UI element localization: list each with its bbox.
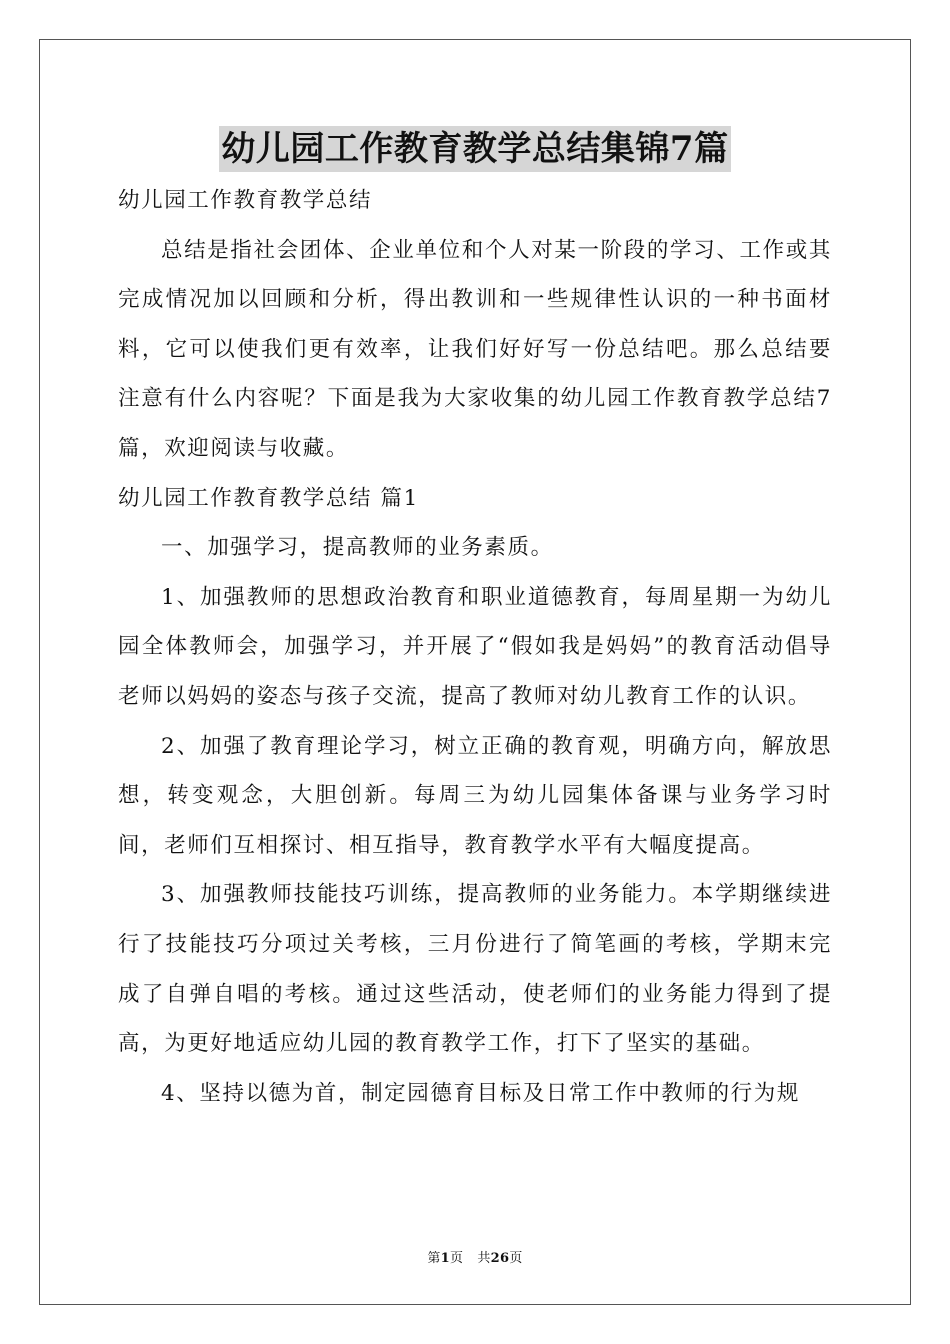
page-prefix: 第 — [427, 1251, 441, 1266]
section-heading: 幼儿园工作教育教学总结 篇1 — [118, 485, 419, 511]
page-footer — [0, 1247, 950, 1266]
page-current: 1 — [440, 1251, 451, 1266]
document-title: 幼儿园工作教育教学总结集锦7篇 — [219, 126, 730, 172]
body-paragraph: 1、加强教师的思想政治教育和职业道德教育，每周星期一为幼儿园全体教师会，加强学习，并开展了“假如我是妈妈”的教育活动倡导老师以妈妈的姿态与孩子交流，提高了教师对幼儿教育工作的认识。 — [118, 584, 832, 709]
section-heading: 幼儿园工作教育教学总结 — [118, 188, 373, 213]
body-paragraph: 2、加强了教育理论学习，树立正确的教育观，明确方向，解放思想，转变观念，大胆创新。每周三为幼儿园集体备课与业务学习时间，老师们互相探讨、相互指导，教育教学水平有大幅度提高。 — [118, 733, 832, 858]
intro-paragraph: 总结是指社会团体、企业单位和个人对某一阶段的学习、工作或其完成情况加以回顾和分析，得出教训和一些规律性认识的一种书面材料，它可以使我们更有效率，让我们好好写一份总结吧。那么总结要注意有什么内容呢？下面是我为大家收集的幼儿园工作教育教学总结7篇，欢迎阅读与收藏。 — [118, 237, 832, 461]
body-paragraph: 4、坚持以德为首，制定园德育目标及日常工作中教师的行为规 — [161, 1080, 800, 1106]
document-body — [118, 176, 832, 1118]
title-wrap — [0, 126, 950, 172]
subsection-heading: 一、加强学习，提高教师的业务素质。 — [161, 535, 554, 561]
body-paragraph: 3、加强教师技能技巧训练，提高教师的业务能力。本学期继续进行了技能技巧分项过关考核，三月份进行了简笔画的考核，学期末完成了自弹自唱的考核。通过这些活动，使老师们的业务能力得到了提高，为更好地适应幼儿园的教育教学工作，打下了坚实的基础。 — [118, 882, 832, 1057]
total-prefix: 共 — [477, 1251, 491, 1266]
page-suffix: 页 — [450, 1251, 464, 1266]
page-total: 26 — [490, 1251, 510, 1266]
total-suffix: 页 — [509, 1251, 523, 1266]
